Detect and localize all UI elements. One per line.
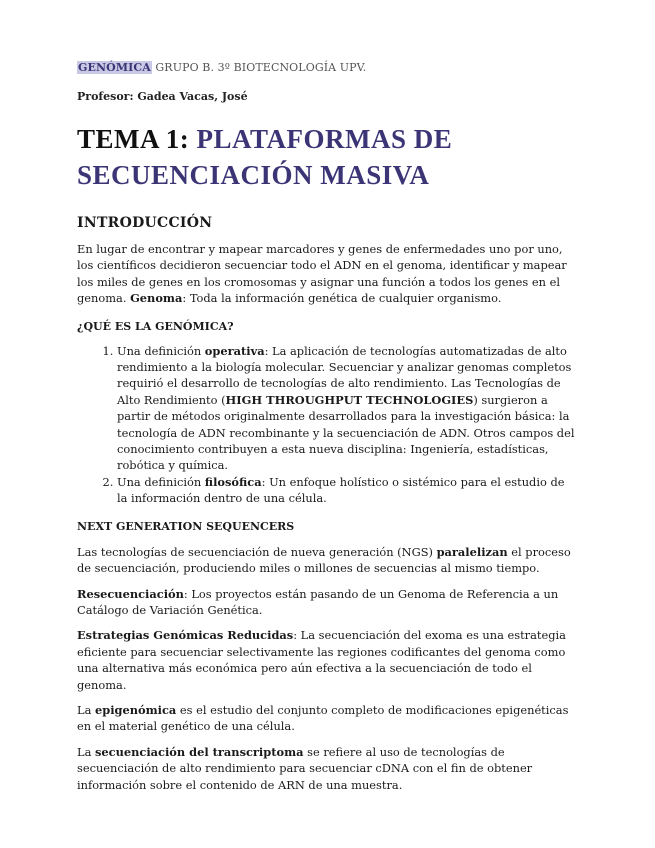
definitions-list: [77, 343, 577, 507]
paragraph-text: es el estudio del conjunto completo de modificaciones epigenéticas en el material genético de una célula.: [77, 702, 569, 734]
ngs-heading: NEXT GENERATION SEQUENCERS: [77, 519, 295, 533]
list-item-text: : Un enfoque holístico o sistémico para el estudio de la información dentro de una célula.: [117, 474, 565, 506]
list-item: [117, 474, 577, 507]
reduced-strategies-paragraph: [77, 627, 577, 693]
list-item-term: filosófica: [204, 474, 262, 489]
paragraph-term: Resecuenciación: [77, 586, 184, 601]
intro-heading: INTRODUCCIÓN: [77, 215, 213, 231]
epigenomics-paragraph: [77, 702, 577, 735]
professor-line: Profesor: Gadea Vacas, José: [77, 90, 248, 103]
paragraph-term: Estrategias Genómicas Reducidas: [77, 628, 294, 643]
intro-text: En lugar de encontrar y mapear marcadores y genes de enfermedades uno por uno, los científicos decidieron secuenciar todo el ADN en el genoma, identificar y mapear los miles de genes en los cromosomas y asignar una función a todos los genes en el genoma.: [77, 242, 567, 306]
list-item-text: Una definición: [117, 343, 205, 358]
paragraph-term: paralelizan: [436, 544, 508, 559]
title-prefix: TEMA 1:: [77, 124, 197, 154]
paragraph-text: : La secuenciación del exoma es una estrategia eficiente para secuenciar selectivamente las regiones codificantes del genoma como una alternativa más económica pero aún efectiva a la secuenciación de todo el genoma.: [77, 628, 566, 692]
course-group: GRUPO B. 3º BIOTECNOLOGÍA UPV.: [151, 61, 367, 74]
title-accent-line1: PLATAFORMAS DE: [196, 124, 453, 154]
transcriptome-paragraph: [77, 744, 577, 793]
title-accent-line2: SECUENCIACIÓN MASIVA: [77, 160, 430, 190]
genomics-heading: ¿QUÉ ES LA GENÓMICA?: [77, 319, 234, 333]
list-item-text: Una definición: [117, 474, 205, 489]
list-item: [117, 343, 577, 474]
paragraph-term: epigenómica: [94, 702, 177, 717]
paragraph-text: se refiere al uso de tecnologías de secuenciación de alto rendimiento para secuenciar cDNA con el fin de obtener información sobre el contenido de ARN de una muestra.: [77, 744, 533, 792]
paragraph-text: el proceso de secuenciación, produciendo miles o millones de secuencias al mismo tiempo.: [77, 544, 571, 576]
genome-definition: : Toda la información genética de cualquier organismo.: [182, 291, 502, 306]
paragraph-text: : Los proyectos están pasando de un Genoma de Referencia a un Catálogo de Variación Genética.: [77, 586, 559, 617]
subject-highlight: GENÓMICA: [78, 61, 151, 74]
list-item-term: HIGH THROUGHPUT TECHNOLOGIES: [225, 392, 474, 407]
course-header: [77, 60, 577, 76]
list-item-text: : La aplicación de tecnologías automatizadas de alto rendimiento a la biología molecular. Secuenciar y analizar genomas completos requirió el desarrollo de tecnologías de alto rendimiento. Las Tecnologías de Alto Rendimiento (: [117, 343, 572, 407]
ngs-paragraph: [77, 544, 577, 577]
paragraph-text: La: [77, 744, 95, 759]
list-item-text: ) surgieron a partir de métodos originalmente desarrollados para la investigación básica: la tecnología de ADN recombinante y la secuenciación de ADN. Otros campos del conocimiento contribuyen a esta nueva disciplina: Ingeniería, estadísticas, robótica y química.: [117, 392, 575, 473]
paragraph-term: secuenciación del transcriptoma: [94, 744, 304, 759]
paragraph-text: La: [77, 702, 95, 717]
list-item-term: operativa: [204, 343, 265, 358]
resequencing-paragraph: [77, 586, 577, 619]
paragraph-text: Las tecnologías de secuenciación de nueva generación (NGS): [77, 544, 437, 559]
page-title: [77, 121, 577, 193]
intro-paragraph: [77, 241, 577, 307]
genome-term: Genoma: [130, 291, 183, 306]
